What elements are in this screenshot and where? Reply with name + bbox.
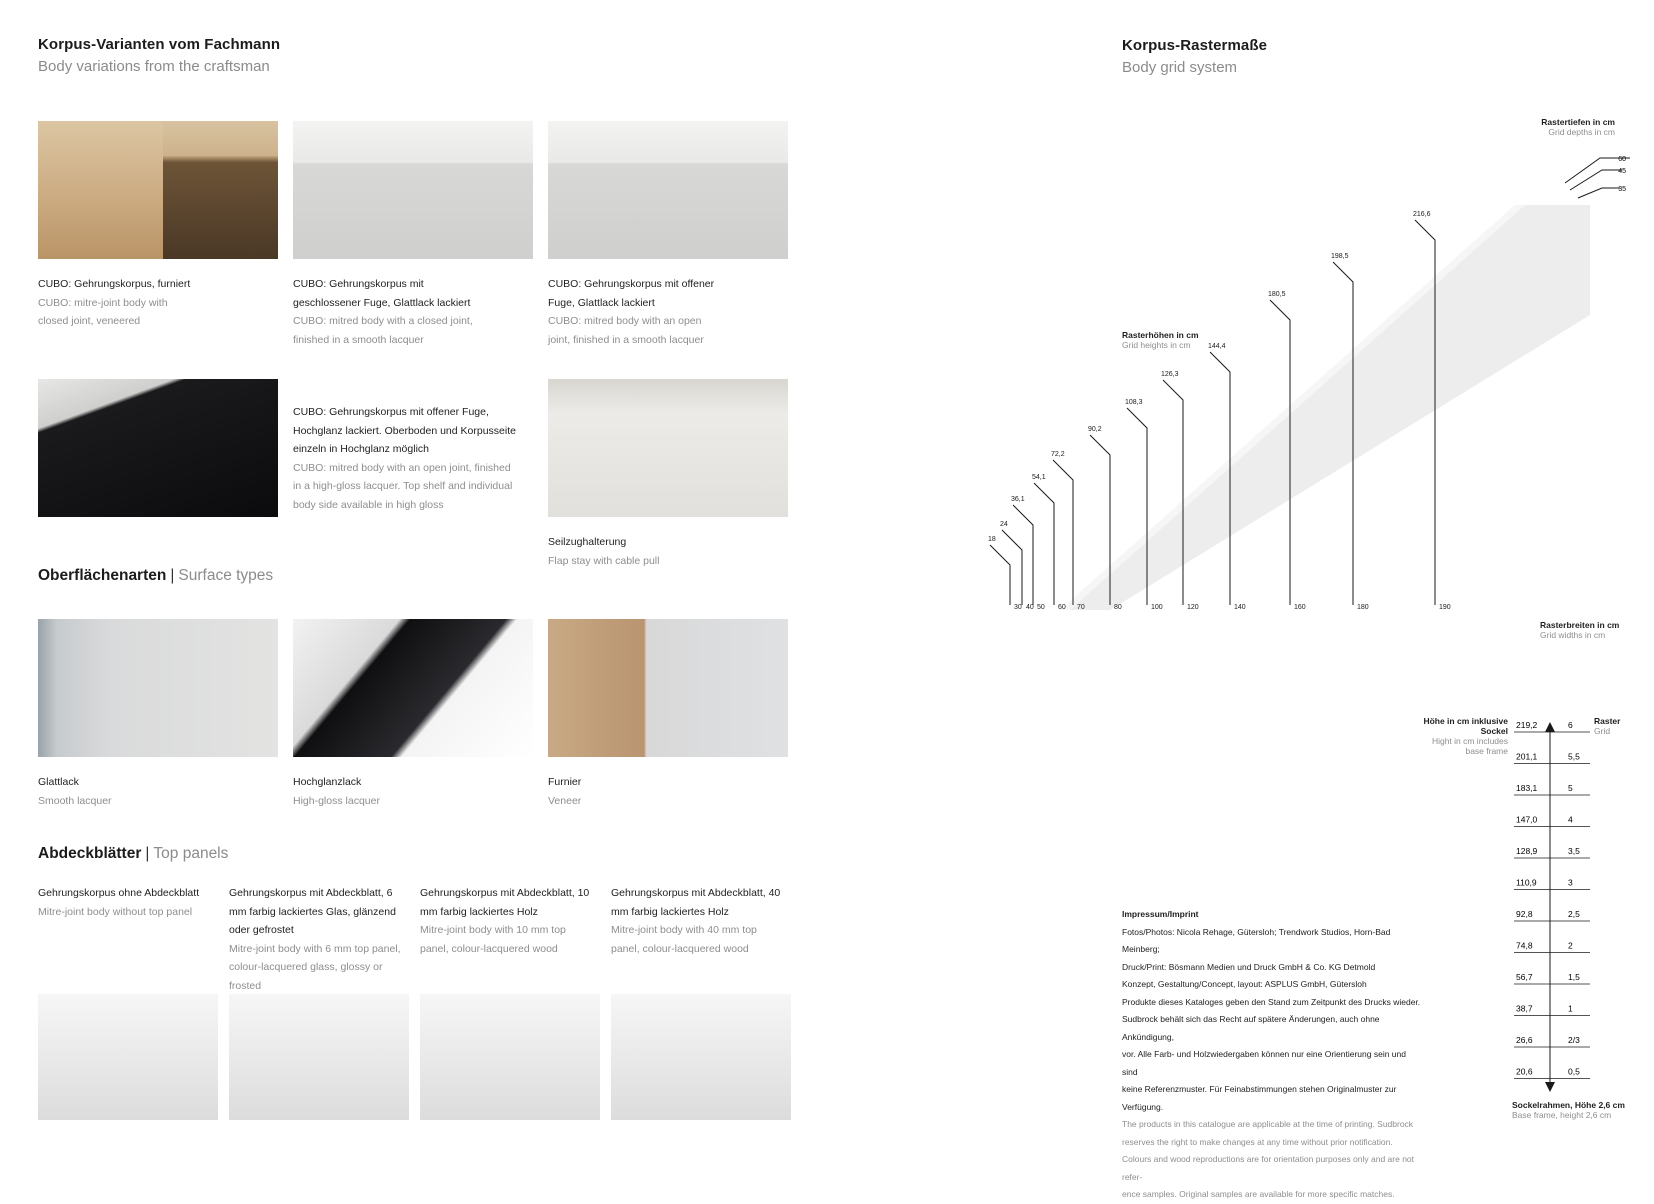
grid-height-line [1034,483,1054,605]
grid-subtitle: Body grid system [1122,59,1238,76]
variant-caption [548,275,723,349]
imprint-line: Druck/Print: Bösmann Medien und Druck GmbH & Co. KG Detmold [1122,961,1376,972]
surface-caption-de: Furnier [548,776,582,788]
page-subtitle: Body variations from the craftsman [38,58,270,75]
depth-legend-de: Rastertiefen in cm [1541,117,1615,127]
grid-height-label: 216,6 [1413,211,1431,218]
table-height-value: 74,8 [1516,940,1533,951]
width-legend-de: Rasterbreiten in cm [1540,620,1620,630]
grid-height-label: 144,4 [1208,343,1226,350]
surface-caption [548,773,581,810]
smooth-lacquer-photo [38,619,278,757]
panel-caption [611,884,781,958]
grid-block-top [1060,205,1525,610]
panel-caption-de: Gehrungskorpus mit Abdeckblatt, 6 mm farbig lackiertes Glas, glänzend oder gefrostet [229,887,396,936]
table-height-value: 110,9 [1516,877,1537,888]
grid-width-label: 80 [1114,604,1122,611]
grid-width-label: 160 [1294,604,1306,611]
grid-height-label: 72,2 [1051,451,1065,458]
table-grid-value: 0,5 [1568,1066,1580,1077]
grid-width-label: 140 [1234,604,1246,611]
grid-height-label: 90,2 [1088,426,1102,433]
panel-caption [420,884,590,958]
table-height-value: 26,6 [1516,1035,1533,1045]
open-joint-corpus-photo [548,121,788,259]
panel-caption-de: Gehrungskorpus ohne Abdeckblatt [38,887,200,899]
grid-width-label: 190 [1439,604,1451,611]
table-grid-value: 1 [1568,1003,1573,1014]
grid-width-label: 60 [1058,604,1066,611]
height-legend-de: Rasterhöhen in cm [1122,330,1199,340]
table-grid-value: 5 [1568,783,1573,793]
variant-caption-en: Flap stay with cable pull [548,554,660,567]
depth-45: 45 [1618,168,1626,175]
depth-35: 35 [1618,186,1626,193]
closed-joint-corpus-photo [293,121,533,259]
surface-caption [293,773,380,810]
surface-caption-en: High-gloss lacquer [293,794,380,807]
base-frame-note [1512,1100,1625,1120]
surface-caption-en: Smooth lacquer [38,794,112,807]
page-title: Korpus-Varianten vom Fachmann [38,36,281,53]
grid-height-line [990,545,1010,605]
panel-caption-en: Mitre-joint body with 6 mm top panel, colour-lacquered glass, glossy or frosted [229,942,401,992]
panel-caption-en: Mitre-joint body with 40 mm top panel, colour-lacquered wood [611,924,757,955]
imprint-title: Impressum/Imprint [1122,909,1199,919]
imprint-line: Fotos/Photos: Nicola Rehage, Gütersloh; Trendwork Studios, Horn-Bad Meinberg; [1122,926,1391,954]
top-panels-heading [38,845,228,863]
depth-legend-en: Grid depths in cm [1548,127,1615,137]
variant-caption [38,275,278,331]
imprint-line-en: ence samples. Original samples are available for more specific matches. [1122,1189,1395,1199]
grid-width-label: 120 [1187,604,1199,611]
grid-height-line [1013,505,1033,605]
surface-heading-en: Surface types [178,567,274,584]
table-height-de: Höhe in cm inklusive Sockel [1423,716,1508,736]
height-legend [1122,330,1199,350]
variant-caption-de: CUBO: Gehrungskorpus mit geschlossener Fuge, Glattlack lackiert [293,278,471,309]
table-height-value: 92,8 [1516,909,1533,919]
depth-line-45 [1570,170,1622,190]
variant-caption-en: CUBO: mitre-joint body with closed joint, veneered [38,296,168,327]
variant-caption-de: Seilzughalterung [548,536,627,548]
table-height-value: 183,1 [1516,783,1538,793]
surface-caption-en: Veneer [548,794,582,807]
table-height-value: 38,7 [1516,1003,1533,1014]
arrow-up-icon [1545,722,1555,732]
grid-diagram [990,110,1630,650]
veneered-corpus-photo [38,121,278,259]
grid-height-label: 108,3 [1125,399,1143,406]
grid-width-label: 30 [1014,604,1022,611]
depth-line-35 [1578,188,1620,198]
table-grid-header [1594,716,1620,736]
grid-height-line [1002,530,1022,605]
variant-caption-en: CUBO: mitred body with an open joint, finished in a smooth lacquer [548,315,704,346]
panels-heading-en: Top panels [153,845,229,862]
grid-width-label: 50 [1037,604,1045,611]
imprint-line-en: reserves the right to make changes at any time without prior notification. [1122,1136,1393,1147]
panel-caption [38,884,213,921]
table-grid-value: 5,5 [1568,751,1580,762]
width-legend [1540,620,1619,640]
variant-caption-en: CUBO: mitred body with an open joint, finished in a high-gloss lacquer. Top shelf and individual body side available in high gloss [293,461,513,511]
high-gloss-corpus-photo [38,379,278,517]
table-grid-value: 3 [1568,877,1573,888]
heading-separator: | [170,567,175,584]
grid-width-label: 40 [1026,604,1034,611]
panel-caption-de: Gehrungskorpus mit Abdeckblatt, 10 mm farbig lackiertes Holz [420,887,590,918]
table-grid-value: 2 [1568,940,1573,951]
surface-heading-de: Oberflächenarten [38,567,167,584]
grid-height-label: 198,5 [1331,253,1349,260]
surface-types-heading [38,567,273,585]
width-legend-en: Grid widths in cm [1540,630,1606,640]
arrow-down-icon [1545,1082,1555,1092]
table-height-header [1420,716,1508,756]
panel-caption [229,884,409,995]
grid-height-label: 18 [988,536,996,543]
variant-caption [293,275,473,349]
variant-caption [293,403,518,514]
variant-caption-de: CUBO: Gehrungskorpus, furniert [38,278,191,290]
table-grid-value: 6 [1568,720,1573,730]
imprint-line: Konzept, Gestaltung/Concept, layout: ASPLUS GmbH, Gütersloh [1122,979,1367,989]
table-height-value: 56,7 [1516,972,1533,982]
imprint-line-en: The products in this catalogue are applicable at the time of printing. Sudbrock [1122,1119,1414,1129]
surface-caption-de: Hochglanzlack [293,776,362,788]
grid-height-label: 36,1 [1011,496,1025,503]
table-height-value: 219,2 [1516,720,1538,730]
depth-legend [1535,117,1615,137]
table-grid-value: 2/3 [1568,1035,1580,1045]
table-grid-value: 4 [1568,814,1573,825]
table-grid-de: Raster [1594,716,1621,726]
depth-60: 60 [1618,156,1626,163]
grid-height-label: 126,3 [1161,371,1179,378]
imprint-line-en: Colours and wood reproductions are for orientation purposes only and are not refer- [1122,1154,1415,1182]
table-grid-value: 2,5 [1568,909,1580,919]
imprint [1122,906,1422,1204]
variant-caption [548,533,788,570]
base-frame-en: Base frame, height 2,6 cm [1512,1110,1612,1120]
grid-width-label: 100 [1151,604,1163,611]
grid-block-face [1060,205,1590,610]
height-table [1510,710,1590,1100]
base-frame-de: Sockelrahmen, Höhe 2,6 cm [1512,1100,1625,1110]
grid-height-label: 180,5 [1268,291,1286,298]
wood-40mm-top-panel-photo [611,994,791,1120]
variant-caption-en: CUBO: mitred body with a closed joint, finished in a smooth lacquer [293,315,473,346]
surface-caption [38,773,112,810]
panel-caption-en: Mitre-joint body with 10 mm top panel, colour-lacquered wood [420,924,566,955]
table-height-value: 201,1 [1516,751,1538,762]
height-legend-en: Grid heights in cm [1122,340,1191,350]
table-height-value: 147,0 [1516,814,1538,825]
imprint-line: keine Referenzmuster. Für Feinabstimmungen stehen Originalmuster zur Verfügung. [1122,1084,1397,1112]
grid-height-line [1053,460,1073,605]
grid-height-label: 24 [1000,521,1008,528]
imprint-line: Produkte dieses Kataloges geben den Stand zum Zeitpunkt des Drucks wieder. [1122,996,1421,1007]
table-height-value: 128,9 [1516,846,1538,856]
grid-height-label: 54,1 [1032,474,1046,481]
table-grid-value: 3,5 [1568,846,1580,856]
table-grid-value: 1,5 [1568,972,1580,982]
cable-pull-stay-photo [548,379,788,517]
surface-caption-de: Glattlack [38,776,79,788]
grid-width-label: 180 [1357,604,1369,611]
grid-width-label: 70 [1077,604,1085,611]
variant-caption-de: CUBO: Gehrungskorpus mit offener Fuge, Hochglanz lackiert. Oberboden und Korpusseite einzeln in Hochglanz möglich [293,406,516,455]
table-height-en: Hight in cm includes base frame [1431,736,1508,756]
no-top-panel-photo [38,994,218,1120]
imprint-line: Sudbrock behält sich das Recht auf spätere Änderungen, auch ohne Ankündigung, [1122,1014,1380,1042]
wood-10mm-top-panel-photo [420,994,600,1120]
imprint-line: vor. Alle Farb- und Holzwiedergaben können nur eine Orientierung sein und sind [1122,1049,1406,1077]
panel-caption-de: Gehrungskorpus mit Abdeckblatt, 40 mm farbig lackiertes Holz [611,887,781,918]
high-gloss-lacquer-photo [293,619,533,757]
glass-top-panel-photo [229,994,409,1120]
grid-title: Korpus-Rastermaße [1122,37,1268,54]
panels-heading-de: Abdeckblätter [38,845,142,862]
table-height-value: 20,6 [1516,1066,1533,1077]
panel-caption-en: Mitre-joint body without top panel [38,905,193,918]
heading-separator: | [145,845,150,862]
veneer-photo [548,619,788,757]
variant-caption-de: CUBO: Gehrungskorpus mit offener Fuge, Glattlack lackiert [548,278,715,309]
table-grid-en: Grid [1594,726,1611,736]
